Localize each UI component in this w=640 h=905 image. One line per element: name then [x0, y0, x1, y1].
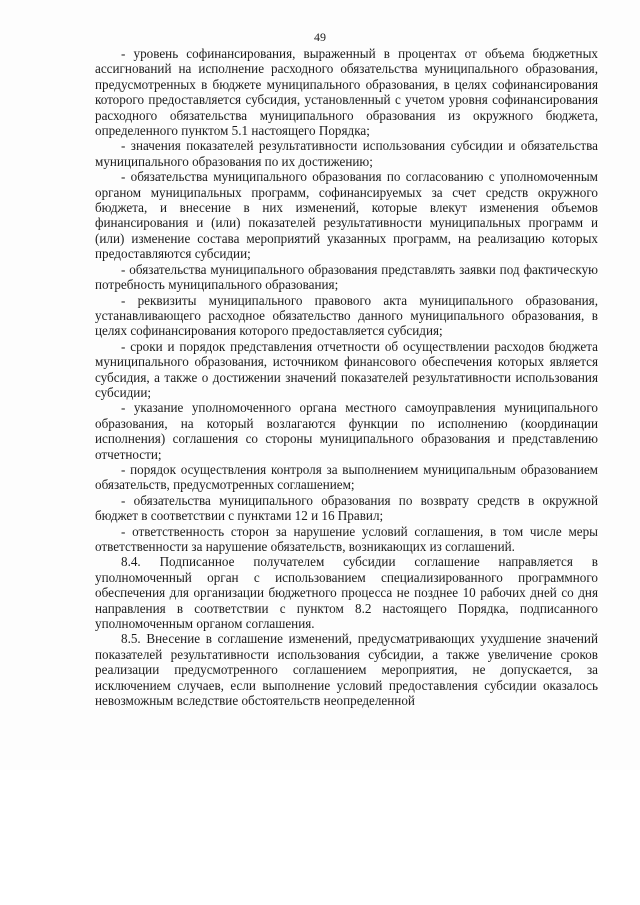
page-number: 49: [314, 30, 326, 44]
paragraph: - порядок осуществления контроля за выполнением муниципальным образованием обязательств, предусмотренных соглашением;: [95, 461, 598, 493]
paragraph: - обязательства муниципального образования по согласованию с уполномоченным органом муниципальных программ, софинансируемых за счет средств окружного бюджета, и внесение в них изменений, которые влекут изменения объемов финансирования и (или) показателей результативности муниципальных программ и (или) изменение состава мероприятий указанных программ, на реализацию которых предоставляются субсидии;: [95, 169, 598, 262]
paragraph: - реквизиты муниципального правового акта муниципального образования, устанавливающего расходное обязательство данного муниципального образования, в целях софинансирования которого предоставляется субсидия;: [95, 292, 598, 339]
paragraph: - уровень софинансирования, выраженный в процентах от объема бюджетных ассигнований на исполнение расходного обязательства муниципального образования, предусмотренных в бюджете муниципального образования, в целях софинансирования которого предоставляется субсидия, установленный с учетом уровня софинансирования расходного обязательства муниципального образования из окружного бюджета, определенного пунктом 5.1 настоящего Порядка;: [95, 46, 598, 139]
paragraph: - значения показателей результативности использования субсидии и обязательства муниципального образования по их достижению;: [95, 138, 598, 169]
paragraph: 8.5. Внесение в соглашение изменений, предусматривающих ухудшение значений показателей результативности использования субсидии, а также увеличение сроков реализации предусмотренного соглашением мероприятия, не допускается, за исключением случаев, если выполнение условий предоставления субсидии оказалось невозможным вследствие обстоятельств неопределенной: [95, 631, 598, 709]
paragraph: 8.4. Подписанное получателем субсидии соглашение направляется в уполномоченный орган с использованием специализированного программного обеспечения для организации бюджетного процесса не позднее 10 рабочих дней со дня направления в соответствии с пунктом 8.2 настоящего Порядка, подписанного уполномоченным органом соглашения.: [95, 554, 598, 632]
body-text: [95, 46, 598, 708]
paragraph: - ответственность сторон за нарушение условий соглашения, в том числе меры ответственности за нарушение обязательств, возникающих из соглашений.: [95, 523, 598, 554]
paragraph: - сроки и порядок представления отчетности об осуществлении расходов бюджета муниципального образования, источником финансового обеспечения которых является субсидия, а также о достижении значений показателей результативности использования субсидии;: [95, 338, 598, 400]
page-margin-bottom: [0, 770, 640, 905]
paragraph: - указание уполномоченного органа местного самоуправления муниципального образования, на который возлагаются функции по исполнению (координации исполнения) соглашения со стороны муниципального образования и представлению отчетности;: [95, 400, 598, 462]
paragraph: - обязательства муниципального образования представлять заявки под фактическую потребность муниципального образования;: [95, 261, 598, 293]
paragraph: - обязательства муниципального образования по возврату средств в окружной бюджет в соответствии с пунктами 12 и 16 Правил;: [95, 492, 598, 524]
